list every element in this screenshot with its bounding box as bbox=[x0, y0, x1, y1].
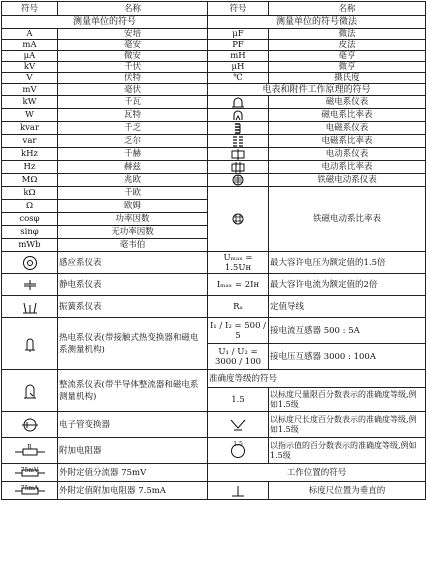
section-title: 测量单位的符号 bbox=[2, 16, 208, 29]
shunt-icon bbox=[2, 466, 57, 477]
principle-name: 电磁系仪表 bbox=[269, 122, 426, 135]
table-row bbox=[2, 16, 426, 29]
principle-symbol bbox=[208, 174, 269, 187]
principle-symbol bbox=[208, 161, 269, 174]
principle-symbol bbox=[208, 109, 269, 122]
unit-name: 微亨 bbox=[269, 62, 426, 73]
unit-symbol: Hz bbox=[2, 161, 58, 174]
position-symbol bbox=[208, 482, 269, 500]
section-title: 电表和附件工作原理的符号 bbox=[208, 84, 426, 96]
unit-name: 欧姆 bbox=[58, 200, 208, 213]
accuracy-triangle-icon bbox=[208, 419, 268, 431]
unit-name: 毫安 bbox=[58, 40, 208, 51]
table-row bbox=[2, 73, 426, 84]
meter-symbol bbox=[2, 438, 58, 464]
meter-name: 附加电阻器 bbox=[58, 438, 208, 464]
induction-icon bbox=[2, 255, 57, 271]
unit-symbol: cosφ bbox=[2, 213, 58, 226]
icon-label: R bbox=[27, 443, 32, 451]
table-row bbox=[2, 187, 426, 200]
unit-symbol: kV bbox=[2, 62, 58, 73]
table-row bbox=[2, 174, 426, 187]
table-row bbox=[2, 296, 426, 318]
meter-name: 电子管变换器 bbox=[58, 412, 208, 438]
unit-symbol: MΩ bbox=[2, 174, 58, 187]
meter-name: 振簧系仪表 bbox=[58, 296, 208, 318]
formula-description: 接电压互感器 3000 : 100A bbox=[269, 344, 426, 370]
table-row bbox=[2, 252, 426, 274]
unit-symbol: kHz bbox=[2, 148, 58, 161]
meter-symbol bbox=[2, 412, 58, 438]
unit-symbol: A bbox=[2, 29, 58, 40]
meter-name: 静电系仪表 bbox=[58, 274, 208, 296]
unit-name: 赫兹 bbox=[58, 161, 208, 174]
meter-symbol bbox=[2, 274, 58, 296]
unit-symbol: μA bbox=[2, 51, 58, 62]
electromagnetic-icon bbox=[208, 123, 268, 134]
principle-symbol bbox=[208, 135, 269, 148]
vertical-position-icon bbox=[208, 485, 268, 497]
ferrodynamic-icon bbox=[208, 174, 268, 186]
magnetoelectric-icon bbox=[208, 97, 268, 108]
unit-symbol: W bbox=[2, 109, 58, 122]
table-row bbox=[2, 96, 426, 109]
meter-symbol bbox=[2, 464, 58, 482]
table-row bbox=[2, 29, 426, 40]
accuracy-description: 以标度尺长度百分数表示的准确度等级,例如1.5级 bbox=[269, 412, 426, 438]
electrodynamic-icon bbox=[208, 149, 268, 160]
unit-name: 毫韦伯 bbox=[58, 239, 208, 252]
table-row bbox=[2, 274, 426, 296]
meter-symbol bbox=[2, 318, 58, 370]
principle-name: 电磁系比率表 bbox=[269, 135, 426, 148]
unit-symbol: mH bbox=[208, 51, 269, 62]
principle-name: 电动系仪表 bbox=[269, 148, 426, 161]
formula-description: 最大容许电流为额定值的2倍 bbox=[269, 274, 426, 296]
formula: Iₘₐₓ = 2Iн bbox=[208, 274, 269, 296]
section-title: 准确度等级的符号 bbox=[208, 370, 426, 388]
thermoelectric-icon bbox=[2, 335, 57, 353]
unit-symbol: mA bbox=[2, 40, 58, 51]
unit-name: 千伏 bbox=[58, 62, 208, 73]
symbol-table bbox=[1, 1, 426, 500]
table-row bbox=[2, 122, 426, 135]
section-title: 测量单位的符号微法 bbox=[208, 16, 426, 29]
table-row bbox=[2, 51, 426, 62]
table-row bbox=[2, 2, 426, 16]
unit-name: 兆欧 bbox=[58, 174, 208, 187]
principle-symbol bbox=[208, 148, 269, 161]
unit-name: 毫亨 bbox=[269, 51, 426, 62]
accuracy-symbol bbox=[208, 438, 269, 464]
accuracy-symbol: 1.5 bbox=[208, 388, 269, 412]
unit-symbol: kW bbox=[2, 96, 58, 109]
unit-symbol: ℃ bbox=[208, 73, 269, 84]
unit-symbol: V bbox=[2, 73, 58, 84]
vibrating-reed-icon bbox=[2, 300, 57, 314]
table-row bbox=[2, 482, 426, 500]
unit-name: 千乏 bbox=[58, 122, 208, 135]
unit-name: 乏尔 bbox=[58, 135, 208, 148]
principle-symbol bbox=[208, 187, 269, 252]
table-row bbox=[2, 148, 426, 161]
principle-name: 磁电系仪表 bbox=[269, 96, 426, 109]
meter-name: 外附定值分流器 75mV bbox=[58, 464, 208, 482]
table-row bbox=[2, 370, 426, 388]
electrodynamic-ratio-icon bbox=[208, 162, 268, 173]
table-row bbox=[2, 318, 426, 344]
header-name: 名称 bbox=[58, 2, 208, 16]
icon-label: 75mV bbox=[20, 466, 39, 474]
header-symbol: 符号 bbox=[2, 2, 58, 16]
unit-name: 毫伏 bbox=[58, 84, 208, 96]
accuracy-description: 以指示值的百分数表示的准确度等级,例如1.5级 bbox=[269, 438, 426, 464]
header-name: 名称 bbox=[269, 2, 426, 16]
meter-name: 外附定值附加电阻器 7.5mA bbox=[58, 482, 208, 500]
principle-name: 铁磁电动系比率表 bbox=[269, 187, 426, 252]
formula: Uₘₐₓ = 1.5Uн bbox=[208, 252, 269, 274]
formula: U₁ / U₂ = 3000 / 100 bbox=[208, 344, 269, 370]
unit-symbol: μF bbox=[208, 29, 269, 40]
principle-name: 磁电系比率表 bbox=[269, 109, 426, 122]
unit-name: 千赫 bbox=[58, 148, 208, 161]
formula: I₁ / I₂ = 500 / 5 bbox=[208, 318, 269, 344]
principle-symbol bbox=[208, 96, 269, 109]
header-symbol: 符号 bbox=[208, 2, 269, 16]
principle-name: 铁磁电动系仪表 bbox=[269, 174, 426, 187]
meter-symbol bbox=[2, 482, 58, 500]
meter-name: 感应系仪表 bbox=[58, 252, 208, 274]
unit-name: 功率因数 bbox=[58, 213, 208, 226]
meter-symbol bbox=[2, 252, 58, 274]
unit-symbol: kΩ bbox=[2, 187, 58, 200]
unit-name: 伏特 bbox=[58, 73, 208, 84]
meter-name: 热电系仪表(带接触式热变换器和磁电系测量机构) bbox=[58, 318, 208, 370]
resistor-icon bbox=[2, 443, 57, 456]
table-row bbox=[2, 438, 426, 464]
accuracy-symbol bbox=[208, 412, 269, 438]
position-description: 标度尺位置为垂直的 bbox=[269, 482, 426, 500]
meter-symbol bbox=[2, 296, 58, 318]
unit-symbol: Ω bbox=[2, 200, 58, 213]
table-row bbox=[2, 109, 426, 122]
electromagnetic-ratio-icon bbox=[208, 136, 268, 147]
meter-symbol bbox=[2, 370, 58, 412]
principle-symbol bbox=[208, 122, 269, 135]
unit-name: 千瓦 bbox=[58, 96, 208, 109]
formula-description: 最大容许电压为额定值的1.5倍 bbox=[269, 252, 426, 274]
table-row bbox=[2, 40, 426, 51]
formula: Rₐ bbox=[208, 296, 269, 318]
unit-symbol: sinφ bbox=[2, 226, 58, 239]
formula-description: 定值导线 bbox=[269, 296, 426, 318]
unit-name: 微法 bbox=[269, 29, 426, 40]
principle-name: 电动系比率表 bbox=[269, 161, 426, 174]
table-row bbox=[2, 161, 426, 174]
accuracy-circle-icon bbox=[208, 440, 268, 459]
section-title: 工作位置的符号 bbox=[208, 464, 426, 482]
formula-description: 接电流互感器 500 : 5A bbox=[269, 318, 426, 344]
electron-tube-icon bbox=[2, 417, 57, 433]
magnetoelectric-ratio-icon bbox=[208, 110, 268, 121]
unit-name: 安培 bbox=[58, 29, 208, 40]
table-row bbox=[2, 84, 426, 96]
unit-name: 摄氏度 bbox=[269, 73, 426, 84]
unit-name: 皮法 bbox=[269, 40, 426, 51]
table-row bbox=[2, 62, 426, 73]
unit-name: 微安 bbox=[58, 51, 208, 62]
unit-symbol: mV bbox=[2, 84, 58, 96]
unit-symbol: PF bbox=[208, 40, 269, 51]
unit-symbol: kvar bbox=[2, 122, 58, 135]
unit-symbol: mWb bbox=[2, 239, 58, 252]
unit-symbol: var bbox=[2, 135, 58, 148]
ferrodynamic-ratio-icon bbox=[208, 213, 268, 225]
unit-name: 千欧 bbox=[58, 187, 208, 200]
rectifier-icon bbox=[2, 382, 57, 400]
icon-label: 75mA bbox=[20, 484, 39, 492]
table-row bbox=[2, 464, 426, 482]
accuracy-description: 以标度尺量限百分数表示的准确度等级,例如1.5级 bbox=[269, 388, 426, 412]
icon-label: 1.5 bbox=[233, 440, 243, 448]
unit-symbol: μH bbox=[208, 62, 269, 73]
table-row bbox=[2, 412, 426, 438]
electrostatic-icon bbox=[2, 280, 57, 290]
table-row bbox=[2, 135, 426, 148]
meter-name: 整流系仪表(带半导体整流器和磁电系测量机构) bbox=[58, 370, 208, 412]
unit-name: 瓦特 bbox=[58, 109, 208, 122]
unit-name: 无功率因数 bbox=[58, 226, 208, 239]
shunt-icon bbox=[2, 484, 57, 495]
